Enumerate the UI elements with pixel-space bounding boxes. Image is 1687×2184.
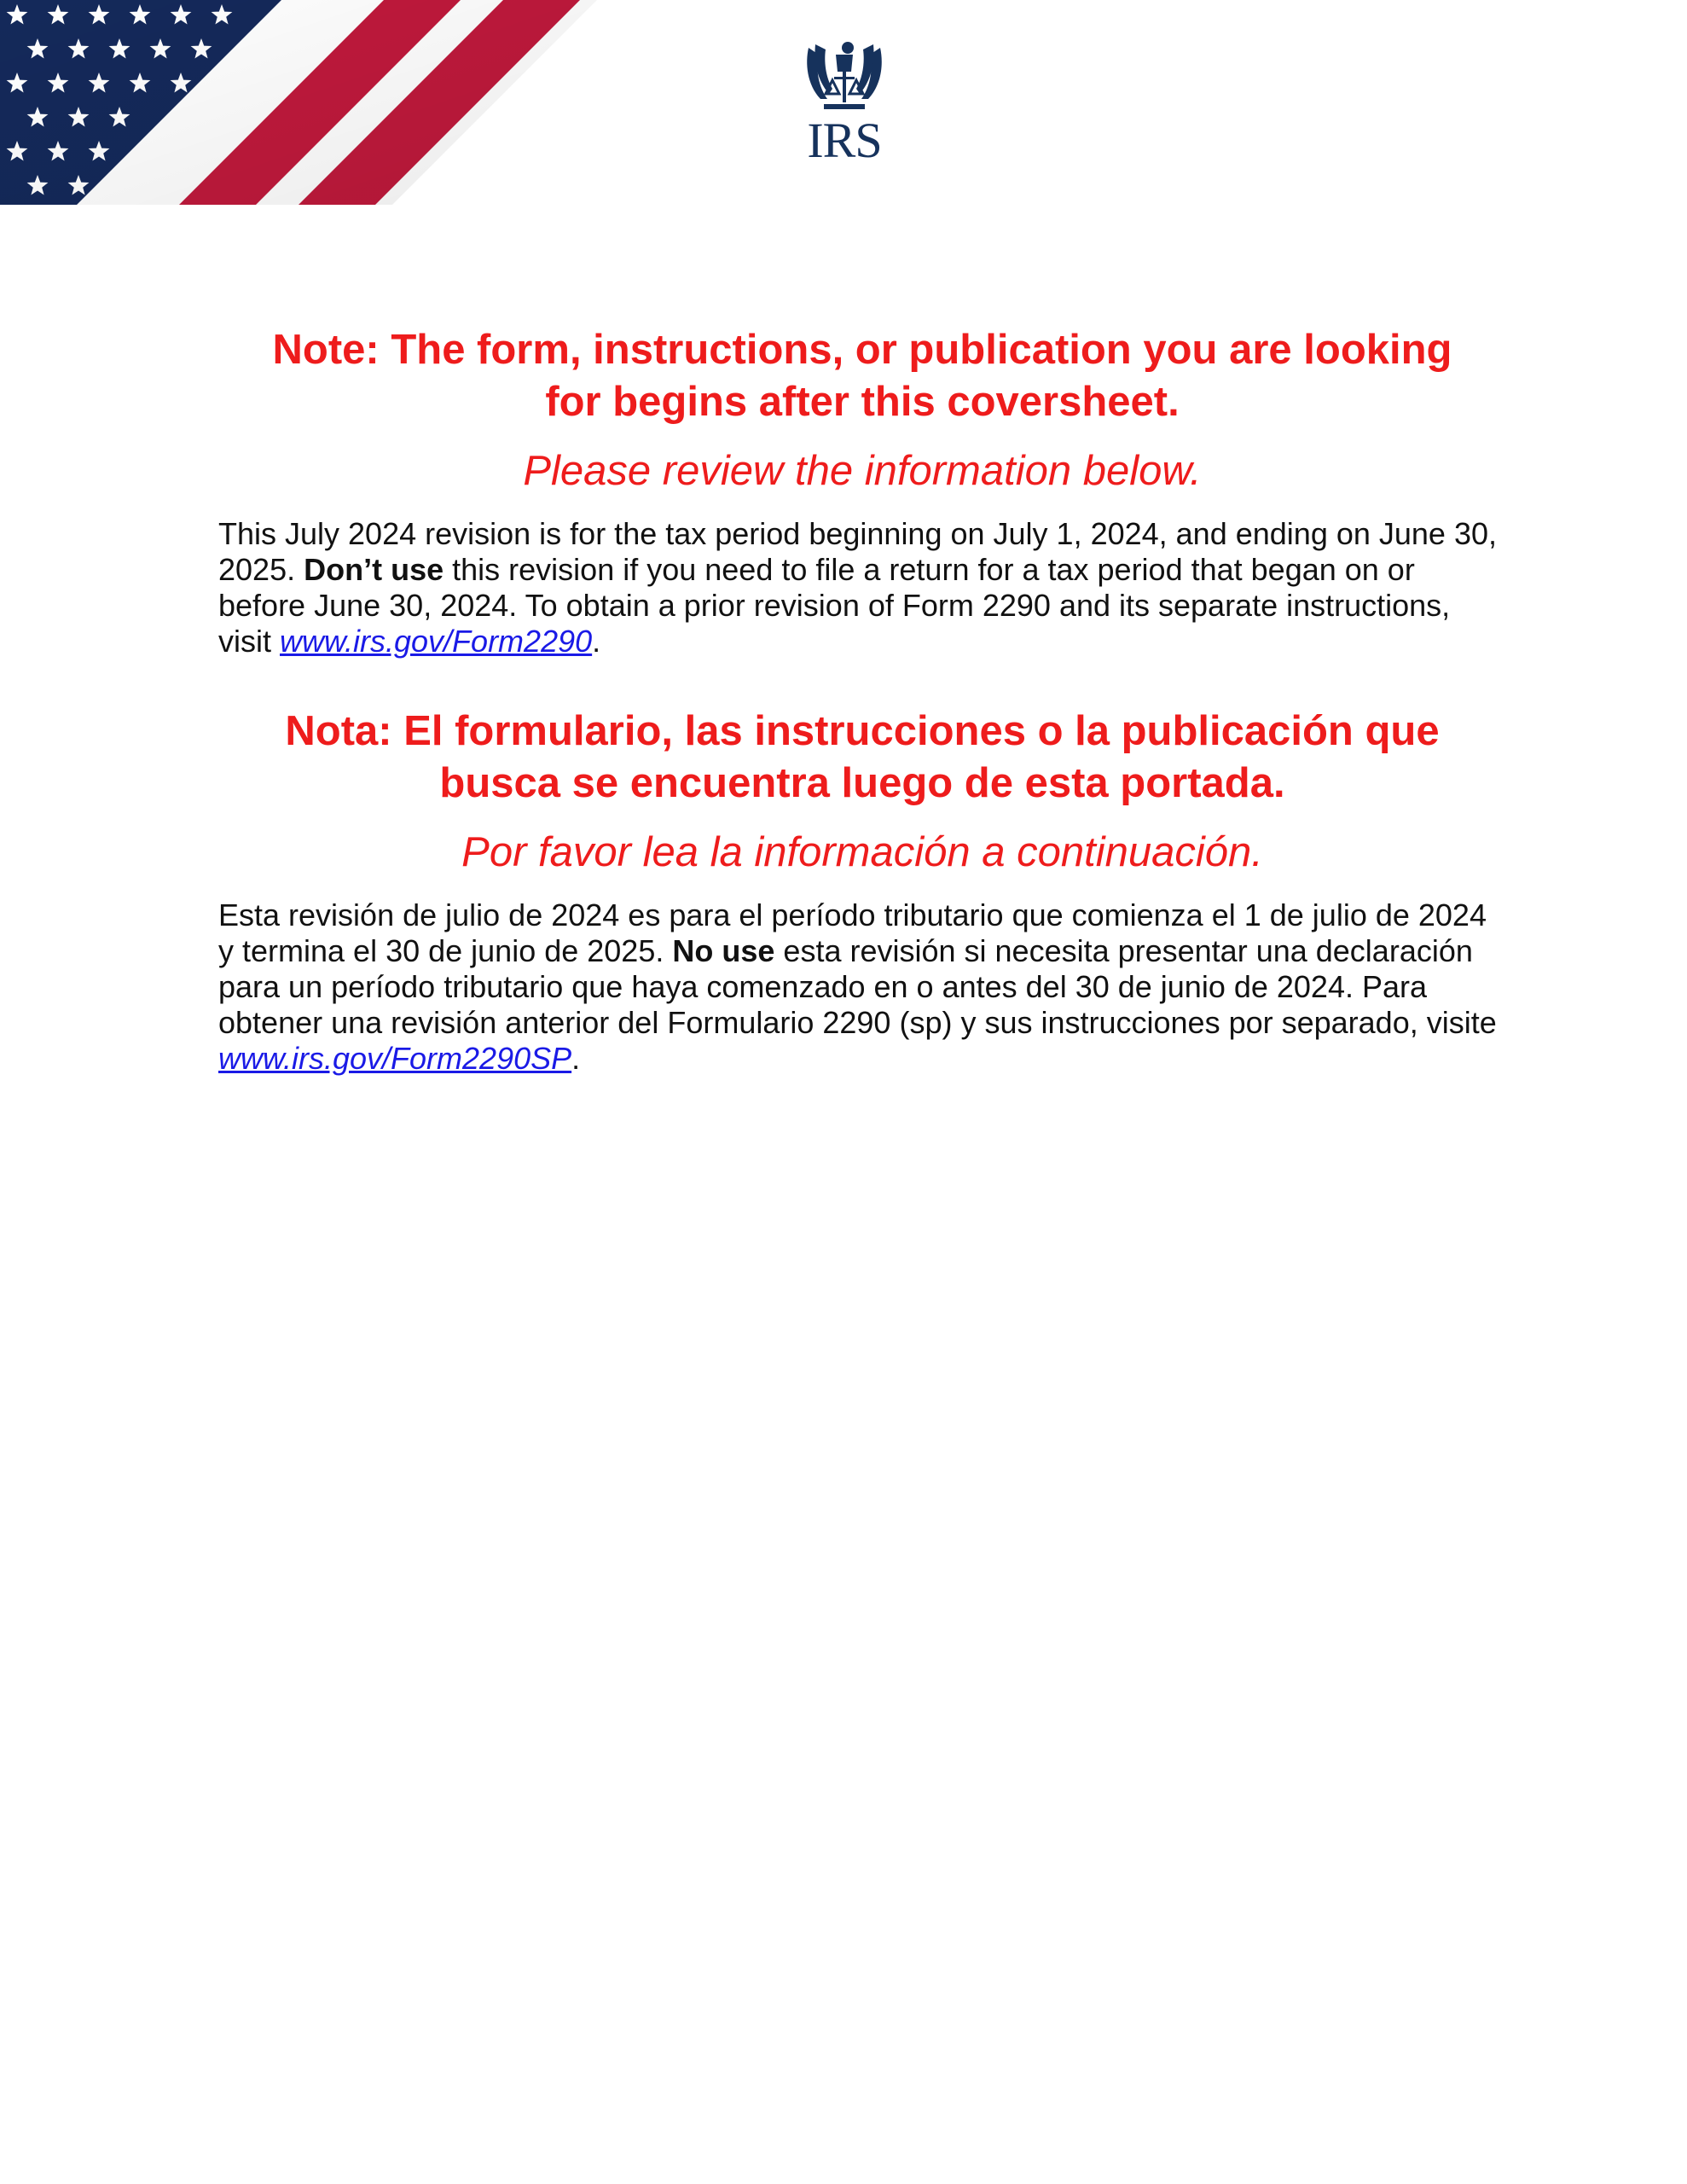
english-body-part1: This July 2024 revision is for the tax period beginning on July 1, 2024, and ending on June 30, 2025. — [218, 516, 1497, 587]
english-body-part2: this revision if you need to file a return for a tax period that began on or before June 30, 2024. To obtain a prior revision of Form 2290 and its separate instructions, visit — [218, 552, 1451, 659]
english-heading-line2: for begins after this coversheet. — [545, 379, 1180, 425]
spanish-heading — [218, 706, 1506, 810]
spanish-subheading: Por favor lea la información a continuación. — [461, 829, 1263, 875]
english-notice — [218, 324, 1506, 659]
spanish-body-bold: No use — [672, 933, 775, 968]
irs-logo — [793, 38, 896, 166]
irs-eagle-icon — [802, 38, 887, 114]
spanish-body — [218, 897, 1506, 1077]
english-body-bold: Don’t use — [304, 552, 444, 587]
form2290sp-link[interactable]: www.irs.gov/Form2290SP — [218, 1041, 572, 1076]
spanish-heading-line1: Nota: El formulario, las instrucciones o la publicación que — [285, 708, 1440, 754]
spanish-body-part1: Esta revisión de julio de 2024 es para el período tributario que comienza el 1 de julio de 2024 y termina el 30 de junio de 2025. — [218, 897, 1487, 968]
english-heading-line1: Note: The form, instructions, or publication you are looking — [272, 327, 1452, 373]
english-body-end: . — [592, 624, 601, 659]
spanish-body-end: . — [571, 1041, 581, 1076]
coversheet-content — [218, 324, 1506, 1077]
irs-wordmark: IRS — [807, 113, 882, 168]
english-heading — [218, 324, 1506, 428]
english-body — [218, 516, 1506, 659]
spanish-notice — [218, 706, 1506, 1077]
spanish-body-part2: esta revisión si necesita presentar una declaración para un período tributario que haya comenzado en o antes del 30 de junio de 2024. Para obtener una revisión anterior del Formulario 2290 (sp) y sus instrucciones por separado, visite — [218, 933, 1497, 1040]
spanish-heading-line2: busca se encuentra luego de esta portada. — [439, 760, 1285, 806]
form2290-link[interactable]: www.irs.gov/Form2290 — [280, 624, 593, 659]
us-flag-banner — [0, 0, 597, 205]
english-subheading: Please review the information below. — [523, 448, 1202, 494]
